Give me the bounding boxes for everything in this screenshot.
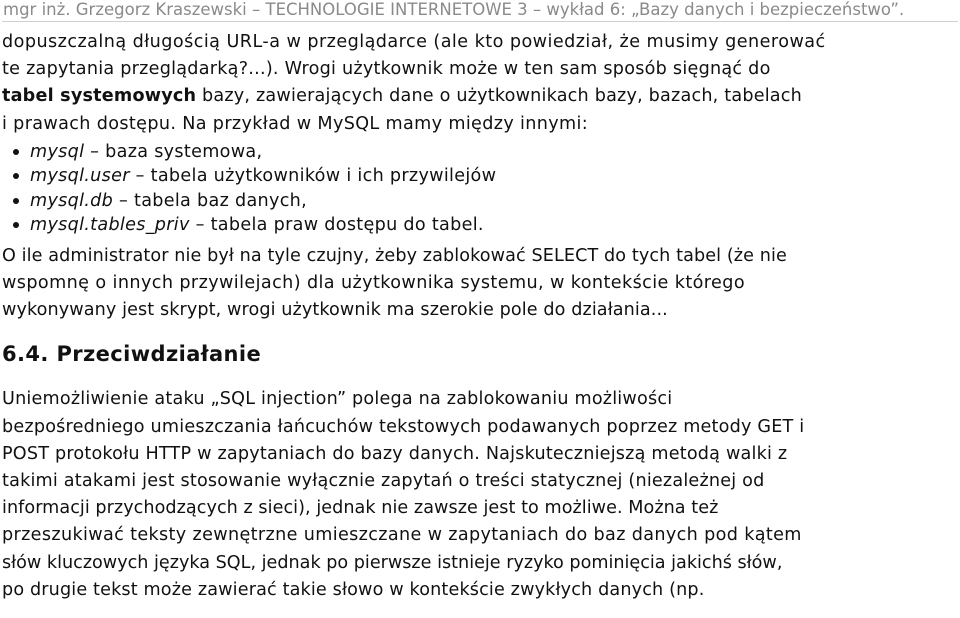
defense-line-4: takimi atakami jest stosowanie wyłącznie zapytań o treści statycznej (niezależnej od bbox=[2, 471, 765, 492]
intro-paragraph bbox=[2, 29, 960, 138]
table-description: – tabela baz danych, bbox=[113, 190, 308, 211]
table-name: mysql.db bbox=[30, 190, 114, 211]
admin-paragraph bbox=[2, 243, 960, 325]
bullet-icon bbox=[13, 222, 19, 228]
system-tables-list bbox=[2, 140, 960, 238]
intro-line-3-rest: bazy, zawierających dane o użytkownikach bazy, bazach, tabelach bbox=[196, 86, 803, 107]
intro-line-3 bbox=[2, 83, 960, 110]
section-title: 6.4. Przeciwdziałanie bbox=[2, 342, 262, 367]
defense-line-2: bezpośredniego umieszczania łańcuchów tekstowych podawanych poprzez metody GET i bbox=[2, 416, 805, 437]
defense-line-3: POST protokołu HTTP w zapytaniach do bazy danych. Najskuteczniejszą metodą walki z bbox=[2, 443, 788, 464]
defense-line-8: po drugie tekst może zawierać takie słowo w kontekście zwykłych danych (np. bbox=[2, 579, 705, 600]
defense-line-1: Uniemożliwienie ataku „SQL injection” polega na zablokowaniu możliwości bbox=[2, 389, 673, 410]
bullet-icon bbox=[13, 149, 19, 155]
table-description: – tabela użytkowników i ich przywilejów bbox=[129, 166, 497, 187]
intro-line-1: dopuszczalną długością URL-a w przeglądarce (ale kto powiedział, że musimy generować bbox=[2, 32, 826, 52]
bullet-icon bbox=[13, 198, 19, 204]
defense-line-7: słów kluczowych języka SQL, jednak po pierwsze istnieje ryzyko pominięcia jakichś słów, bbox=[2, 552, 783, 573]
page-header: mgr inż. Grzegorz Kraszewski – TECHNOLOGIE INTERNETOWE 3 – wykład 6: „Bazy danych i bezpieczeństwo”. bbox=[3, 0, 905, 19]
list-item bbox=[10, 213, 960, 238]
intro-line-2: te zapytania przeglądarką?...). Wrogi użytkownik może w ten sam sposób sięgnąć do bbox=[2, 59, 771, 80]
document-body bbox=[2, 29, 960, 604]
list-item bbox=[10, 189, 960, 214]
admin-line-2: wspomnę o innych przywilejach) dla użytkownika systemu, w kontekście którego bbox=[2, 273, 745, 294]
header-divider bbox=[2, 21, 958, 22]
intro-line-4: i prawach dostępu. Na przykład w MySQL mamy między innymi: bbox=[2, 113, 589, 134]
bullet-icon bbox=[13, 173, 19, 179]
defense-paragraph bbox=[2, 386, 960, 604]
table-description: – tabela praw dostępu do tabel. bbox=[189, 215, 484, 236]
defense-line-5: informacji przychodzących z sieci), jednak nie zawsze jest to możliwe. Można też bbox=[2, 498, 719, 519]
table-name: mysql bbox=[30, 141, 85, 162]
intro-line-3-bold: tabel systemowych bbox=[2, 86, 197, 107]
admin-line-1: O ile administrator nie był na tyle czujny, żeby zablokować SELECT do tych tabel (że nie bbox=[2, 245, 787, 266]
list-item bbox=[10, 140, 960, 165]
defense-line-6: przeszukiwać teksty zewnętrzne umieszczane w zapytaniach do baz danych pod kątem bbox=[2, 525, 802, 546]
admin-line-3: wykonywany jest skrypt, wrogi użytkownik ma szerokie pole do działania... bbox=[2, 300, 668, 321]
table-description: – baza systemowa, bbox=[84, 141, 263, 162]
table-name: mysql.tables_priv bbox=[30, 215, 190, 236]
table-name: mysql.user bbox=[30, 166, 130, 187]
list-item bbox=[10, 164, 960, 189]
